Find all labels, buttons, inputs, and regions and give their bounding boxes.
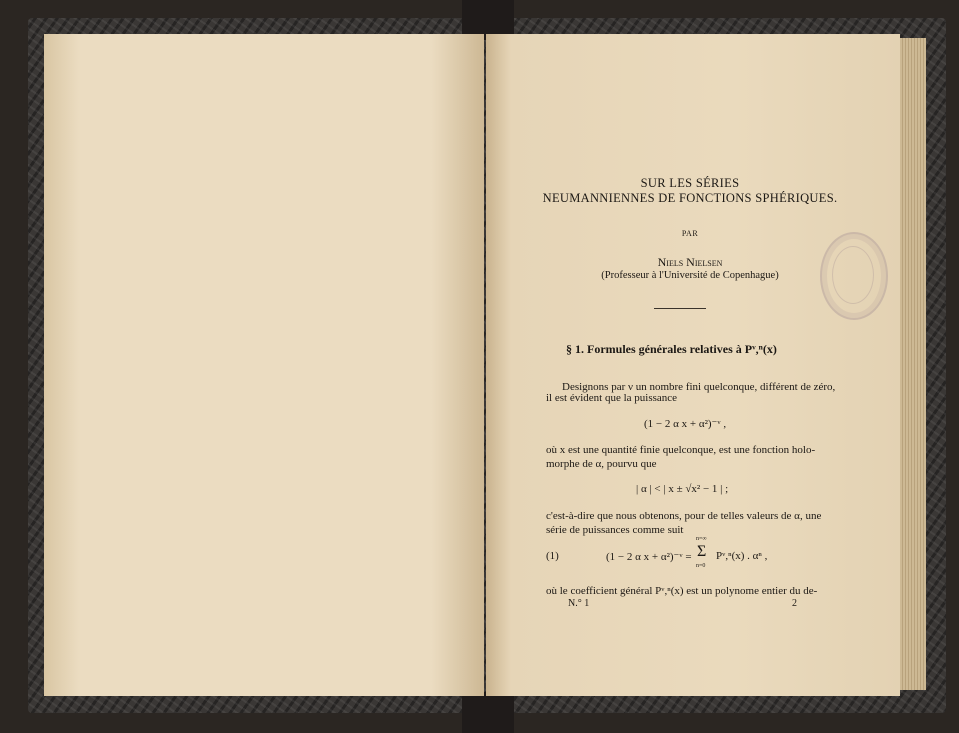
page-edges <box>900 38 926 690</box>
text-line: série de puissances comme suit <box>546 524 684 536</box>
book-spine-bottom <box>462 692 514 733</box>
text-line: Designons par ν un nombre fini quelconque, différent de zéro, <box>562 381 836 393</box>
separator-rule <box>654 308 706 309</box>
by-label: PAR <box>681 229 699 238</box>
equation-rhs: Pᵛ,ⁿ(x) . αⁿ , <box>716 550 768 562</box>
signature-number: 2 <box>792 598 797 609</box>
formula-power: (1 − 2 α x + α²)⁻ᵛ , <box>644 418 727 430</box>
author-affiliation: (Professeur à l'Université de Copenhague) <box>601 270 779 281</box>
sum-upper-limit: n=∞ <box>696 536 707 542</box>
text-line: c'est-à-dire que nous obtenons, pour de telles valeurs de α, une <box>546 510 822 522</box>
left-page-blank <box>44 34 484 696</box>
text-line: où le coefficient général Pᵛ,ⁿ(x) est un polynome entier du de- <box>546 585 818 597</box>
title-line-1: SUR LES SÉRIES <box>640 176 740 190</box>
equation-lhs: (1 − 2 α x + α²)⁻ᵛ = <box>606 551 692 563</box>
sum-symbol: Σ <box>697 543 707 560</box>
section-heading: § 1. Formules générales relatives à Pᵛ,ⁿ(x) <box>566 342 777 356</box>
signature-mark: N.° 1 <box>568 598 590 609</box>
title-line-2: NEUMANNIENNES DE FONCTIONS SPHÉRIQUES. <box>542 191 838 205</box>
text-line: où x est une quantité finie quelconque, est une fonction holo- <box>546 444 816 456</box>
author-name: Niels Nielsen <box>657 255 723 269</box>
formula-condition: | α | < | x ± √x² − 1 | ; <box>636 483 729 495</box>
sum-lower-limit: n=0 <box>696 563 706 569</box>
text-line: il est évident que la puissance <box>546 392 678 404</box>
text-line: morphe de α, pourvu que <box>546 458 657 470</box>
equation-number: (1) <box>546 550 559 562</box>
